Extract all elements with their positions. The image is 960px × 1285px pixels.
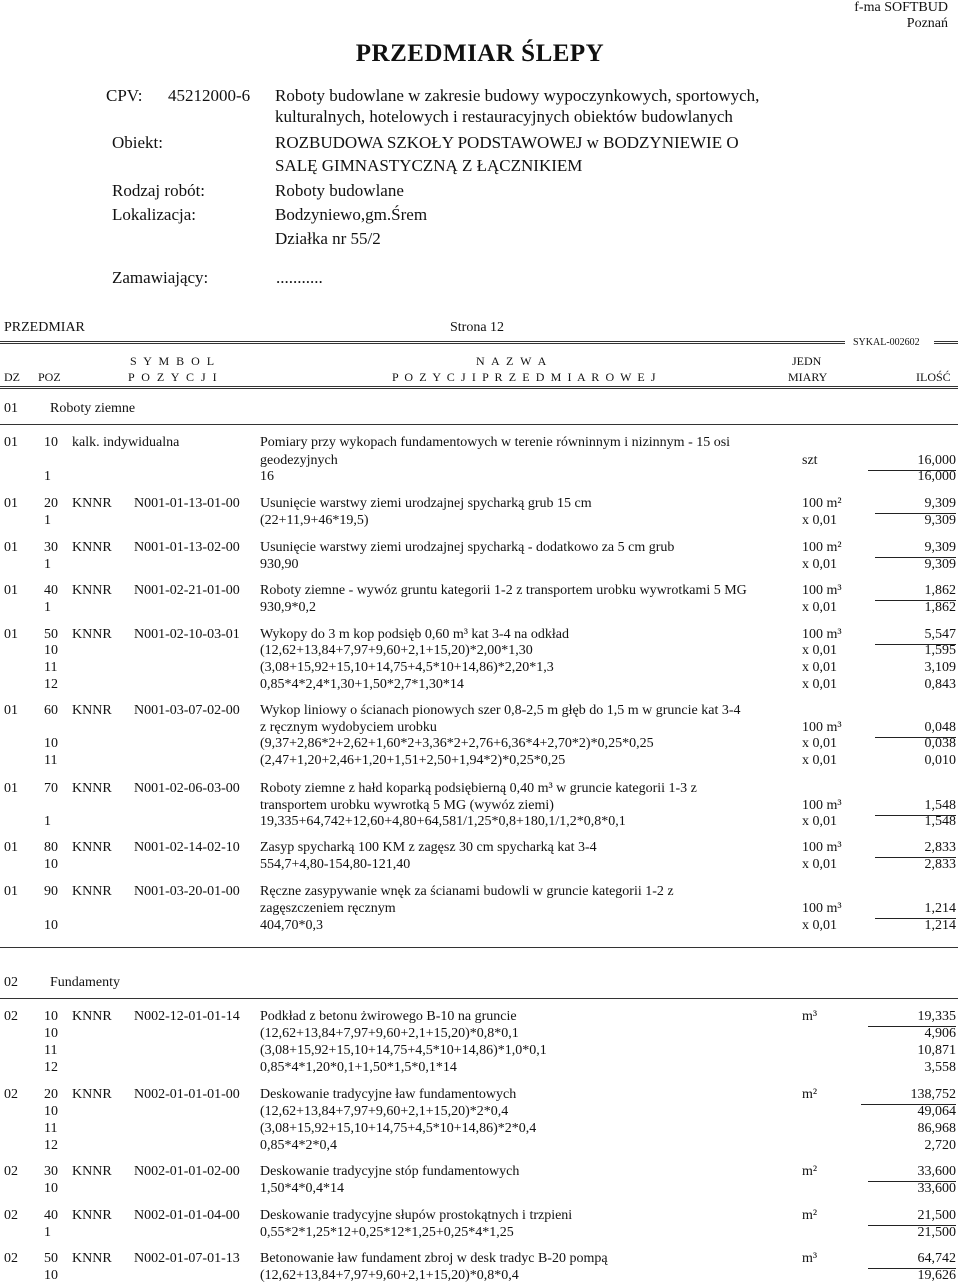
cell-unit: m³: [802, 1009, 818, 1024]
cell-cat: N001-02-21-01-00: [134, 583, 240, 598]
cell-qty: 9,309: [875, 494, 957, 514]
firm-block: [854, 0, 948, 32]
cell-dz: 02: [4, 1208, 18, 1223]
cell-dz: 01: [4, 884, 18, 899]
cell-desc: Roboty ziemne z hałd koparką podsiębierną 0,40 m³ w gruncie kategorii 1-3 z: [260, 781, 697, 796]
cell-poz: 11: [44, 1121, 58, 1136]
cell-dz: 01: [4, 540, 18, 555]
col-dz: DZ: [4, 370, 20, 384]
cell-poz: 90: [44, 884, 58, 899]
cell-desc: transportem urobku wywrotką 5 MG (wywóz ziemi): [260, 798, 554, 813]
cell-qty: 1,862: [924, 600, 956, 615]
cell-unit: x 0,01: [802, 513, 837, 528]
lokalizacja-line-1: Bodzyniewo,gm.Śrem: [275, 205, 428, 224]
obiekt-line-2: SALĘ GIMNASTYCZNĄ Z ŁĄCZNIKIEM: [275, 156, 583, 175]
cell-src: kalk. indywidualna: [72, 435, 180, 450]
section-name: Roboty ziemne: [50, 401, 136, 416]
document-title: PRZEDMIAR ŚLEPY: [355, 40, 605, 67]
cell-unit: x 0,01: [802, 643, 837, 658]
cell-desc: Ręczne zasypywanie wnęk za ścianami budowli w gruncie kategorii 1-2 z: [260, 884, 674, 899]
section-end-rule: [0, 947, 958, 948]
cell-desc: Usunięcie warstwy ziemi urodzajnej spycharką - dodatkowo za 5 cm grub: [260, 540, 675, 555]
table-row: [0, 1266, 960, 1285]
cell-poz: 60: [44, 703, 58, 718]
table-row: [0, 598, 960, 617]
firm-city: Poznań: [906, 16, 948, 31]
cell-desc: z ręcznym wydobyciem urobku: [260, 720, 437, 735]
cell-qty: 2,833: [875, 838, 957, 858]
cell-poz: 30: [44, 1164, 58, 1179]
cell-poz: 10: [44, 736, 58, 751]
cell-unit: 100 m²: [802, 496, 842, 511]
cell-src: KNNR: [72, 1164, 112, 1179]
cell-poz: 40: [44, 583, 58, 598]
cell-poz: 10: [44, 1268, 58, 1283]
col-ilosc: ILOŚĆ: [916, 370, 951, 384]
table-row: [0, 511, 960, 530]
cell-dz: 01: [4, 583, 18, 598]
cell-dz: 01: [4, 781, 18, 796]
col-miary: MIARY: [788, 370, 828, 384]
cell-qty: 5,547: [875, 625, 957, 645]
col-nazwa-2: P O Z Y C J I P R Z E D M I A R O W E J: [392, 370, 658, 384]
cell-qty: 33,600: [868, 1162, 957, 1182]
cell-dz: 02: [4, 1164, 18, 1179]
cell-desc: 930,90: [260, 557, 299, 572]
zamawiajacy-value: ...........: [276, 268, 323, 287]
cell-poz: 1: [44, 600, 51, 615]
cell-cat: N002-01-01-01-00: [134, 1087, 240, 1102]
rodzaj-label: Rodzaj robót:: [112, 181, 206, 200]
cell-poz: 30: [44, 540, 58, 555]
cell-unit: x 0,01: [802, 600, 837, 615]
cell-qty: 3,558: [924, 1060, 956, 1075]
cell-poz: 1: [44, 469, 51, 484]
cell-src: KNNR: [72, 781, 112, 796]
cell-desc: 0,85*4*2,4*1,30+1,50*2,7*1,30*14: [260, 677, 464, 692]
cell-qty: 21,500: [868, 1206, 957, 1226]
cell-dz: 01: [4, 627, 18, 642]
cell-desc: geodezyjnych: [260, 453, 338, 468]
cell-unit: x 0,01: [802, 814, 837, 829]
obiekt-label: Obiekt:: [112, 133, 163, 152]
table-row: [0, 855, 960, 874]
cell-poz: 1: [44, 557, 51, 572]
cell-cat: N002-12-01-01-14: [134, 1009, 240, 1024]
przedmiar-label: PRZEDMIAR: [4, 320, 85, 335]
col-symbol: S Y M B O L: [130, 354, 217, 368]
cell-desc: Deskowanie tradycyjne stóp fundamentowych: [260, 1164, 520, 1179]
cell-src: KNNR: [72, 496, 112, 511]
cell-desc: (12,62+13,84+7,97+9,60+2,1+15,20)*2,00*1,30: [260, 643, 533, 658]
header-rule: [0, 341, 845, 344]
cell-unit: 100 m³: [802, 901, 842, 916]
cell-unit: x 0,01: [802, 557, 837, 572]
rodzaj-value: Roboty budowlane: [275, 181, 404, 200]
cell-unit: x 0,01: [802, 753, 837, 768]
cell-poz: 10: [44, 1181, 58, 1196]
cell-poz: 10: [44, 857, 58, 872]
table-row: [0, 1136, 960, 1155]
col-jedn: JEDN: [792, 354, 822, 368]
cell-unit: 100 m³: [802, 840, 842, 855]
cell-qty: 19,335: [868, 1007, 957, 1027]
cell-dz: 01: [4, 435, 18, 450]
cell-src: KNNR: [72, 1009, 112, 1024]
cell-dz: 01: [4, 703, 18, 718]
cell-poz: 80: [44, 840, 58, 855]
cell-qty: 3,109: [924, 660, 956, 675]
header-rule-end: [934, 341, 958, 344]
cell-qty: 1,214: [924, 918, 956, 933]
cell-unit: x 0,01: [802, 918, 837, 933]
table-row: [0, 916, 960, 935]
cell-src: KNNR: [72, 1087, 112, 1102]
cell-src: KNNR: [72, 884, 112, 899]
cell-qty: 1,548: [875, 796, 957, 816]
section-dz: 02: [4, 975, 18, 990]
cell-desc: (22+11,9+46*19,5): [260, 513, 369, 528]
cell-qty: 1,595: [924, 643, 956, 658]
cell-qty: 9,309: [924, 557, 956, 572]
cell-poz: 11: [44, 753, 58, 768]
cell-poz: 20: [44, 496, 58, 511]
cell-qty: 9,309: [924, 513, 956, 528]
section-name: Fundamenty: [50, 975, 120, 990]
cell-unit: m²: [802, 1087, 818, 1102]
col-poz: POZ: [38, 370, 61, 384]
cell-src: KNNR: [72, 703, 112, 718]
cell-poz: 12: [44, 677, 58, 692]
cell-qty: 1,862: [875, 581, 957, 601]
cell-poz: 11: [44, 660, 58, 675]
cell-poz: 12: [44, 1060, 58, 1075]
cell-src: KNNR: [72, 627, 112, 642]
columns-rule: [0, 386, 958, 389]
cell-unit: x 0,01: [802, 660, 837, 675]
cell-desc: (3,08+15,92+15,10+14,75+4,5*10+14,86)*2*0,4: [260, 1121, 537, 1136]
cell-qty: 1,548: [924, 814, 956, 829]
cell-dz: 02: [4, 1087, 18, 1102]
cell-desc: Wykopy do 3 m kop podsięb 0,60 m³ kat 3-4 na odkład: [260, 627, 569, 642]
section-rule: [0, 424, 958, 425]
cell-desc: Wykop liniowy o ścianach pionowych szer 0,8-2,5 m głęb do 1,5 m w gruncie kat 3-4: [260, 703, 741, 718]
cell-qty: 19,626: [917, 1268, 956, 1283]
cell-poz: 70: [44, 781, 58, 796]
cell-desc: (2,47+1,20+2,46+1,20+1,51+2,50+1,94*2)*0,25*0,25: [260, 753, 566, 768]
table-row: [0, 555, 960, 574]
cell-qty: 16,000: [868, 451, 957, 471]
cell-desc: (3,08+15,92+15,10+14,75+4,5*10+14,86)*1,0*0,1: [260, 1043, 547, 1058]
cell-unit: m²: [802, 1164, 818, 1179]
table-row: [0, 1223, 960, 1242]
cell-desc: Deskowanie tradycyjne ław fundamentowych: [260, 1087, 517, 1102]
cell-qty: 16,000: [917, 469, 956, 484]
cell-poz: 1: [44, 1225, 51, 1240]
cell-src: KNNR: [72, 1251, 112, 1266]
sykal-code: SYKAL-002602: [853, 337, 920, 348]
cell-qty: 9,309: [875, 538, 957, 558]
cell-qty: 2,720: [924, 1138, 956, 1153]
cell-qty: 21,500: [917, 1225, 956, 1240]
cell-qty: 10,871: [917, 1043, 956, 1058]
cell-cat: N001-02-10-03-01: [134, 627, 240, 642]
section-rule: [0, 998, 958, 999]
cell-cat: N001-01-13-01-00: [134, 496, 240, 511]
cell-desc: (12,62+13,84+7,97+9,60+2,1+15,20)*2*0,4: [260, 1104, 509, 1119]
cell-src: KNNR: [72, 540, 112, 555]
cell-desc: Pomiary przy wykopach fundamentowych w terenie równinnym i nizinnym - 15 osi: [260, 435, 731, 450]
cell-unit: 100 m³: [802, 627, 842, 642]
cell-desc: Usunięcie warstwy ziemi urodzajnej spycharką grub 15 cm: [260, 496, 592, 511]
cell-qty: 138,752: [861, 1085, 957, 1105]
cell-desc: 0,85*4*1,20*0,1+1,50*1,5*0,1*14: [260, 1060, 457, 1075]
cell-unit: 100 m³: [802, 798, 842, 813]
cell-cat: N002-01-07-01-13: [134, 1251, 240, 1266]
table-row: [0, 1179, 960, 1198]
cell-qty: 33,600: [917, 1181, 956, 1196]
table-row: [0, 1058, 960, 1077]
cell-unit: x 0,01: [802, 857, 837, 872]
cell-qty: 0,843: [924, 677, 956, 692]
cell-desc: 16: [260, 469, 274, 484]
cell-unit: m²: [802, 1208, 818, 1223]
cell-desc: Zasyp spycharką 100 KM z zagęsz 30 cm spycharką kat 3-4: [260, 840, 597, 855]
cell-desc: 404,70*0,3: [260, 918, 323, 933]
cell-cat: N001-01-13-02-00: [134, 540, 240, 555]
cell-unit: 100 m³: [802, 583, 842, 598]
cell-unit: m³: [802, 1251, 818, 1266]
cell-unit: x 0,01: [802, 677, 837, 692]
cell-poz: 11: [44, 1043, 58, 1058]
cell-desc: Betonowanie ław fundament zbroj w desk tradyc B-20 pompą: [260, 1251, 608, 1266]
lokalizacja-label: Lokalizacja:: [112, 205, 197, 224]
col-pozycji: P O Z Y C J I: [128, 370, 219, 384]
cell-desc: 554,7+4,80-154,80-121,40: [260, 857, 411, 872]
cell-qty: 64,742: [868, 1249, 957, 1269]
cell-desc: (9,37+2,86*2+2,62+1,60*2+3,36*2+2,76+6,36*4+2,70*2)*0,25*0,25: [260, 736, 654, 751]
cell-desc: (12,62+13,84+7,97+9,60+2,1+15,20)*0,8*0,1: [260, 1026, 519, 1041]
cell-desc: Deskowanie tradycyjne słupów prostokątnych i trzpieni: [260, 1208, 573, 1223]
cell-unit: 100 m²: [802, 540, 842, 555]
cell-desc: 0,55*2*1,25*12+0,25*12*1,25+0,25*4*1,25: [260, 1225, 514, 1240]
cpv-code: 45212000-6: [168, 86, 251, 105]
cell-poz: 50: [44, 1251, 58, 1266]
cell-dz: 01: [4, 840, 18, 855]
cell-poz: 10: [44, 1026, 58, 1041]
cell-dz: 01: [4, 496, 18, 511]
table-row: [0, 433, 960, 452]
cell-qty: 86,968: [917, 1121, 956, 1136]
cell-unit: szt: [802, 453, 818, 468]
cell-unit: x 0,01: [802, 736, 837, 751]
cell-qty: 4,906: [924, 1026, 956, 1041]
cell-qty: 1,214: [875, 899, 957, 919]
cell-cat: N001-03-07-02-00: [134, 703, 240, 718]
col-nazwa: N A Z W A: [476, 354, 549, 368]
cell-src: KNNR: [72, 583, 112, 598]
cell-poz: 50: [44, 627, 58, 642]
section-dz: 01: [4, 401, 18, 416]
zamawiajacy-label: Zamawiający:: [112, 268, 209, 287]
cpv-desc-1: Roboty budowlane w zakresie budowy wypoczynkowych, sportowych,: [275, 86, 760, 105]
cell-desc: (12,62+13,84+7,97+9,60+2,1+15,20)*0,8*0,4: [260, 1268, 519, 1283]
firm-name: f-ma SOFTBUD: [854, 0, 948, 15]
table-row: [0, 812, 960, 831]
cell-cat: N002-01-01-02-00: [134, 1164, 240, 1179]
cell-poz: 10: [44, 1104, 58, 1119]
cell-poz: 10: [44, 435, 58, 450]
table-row: [0, 751, 960, 770]
cell-desc: Roboty ziemne - wywóz gruntu kategorii 1-2 z transportem urobku wywrotkami 5 MG: [260, 583, 747, 598]
cpv-label: CPV:: [106, 86, 143, 105]
table-row: [0, 675, 960, 694]
cell-poz: 40: [44, 1208, 58, 1223]
cell-qty: 0,048: [875, 718, 957, 738]
page-number: Strona 12: [450, 320, 505, 335]
cell-desc: (3,08+15,92+15,10+14,75+4,5*10+14,86)*2,20*1,3: [260, 660, 554, 675]
cpv-desc-2: kulturalnych, hotelowych i restauracyjnych obiektów budowlanych: [275, 107, 733, 126]
cell-qty: 49,064: [917, 1104, 956, 1119]
cell-poz: 10: [44, 1009, 58, 1024]
cell-qty: 0,038: [924, 736, 956, 751]
cell-dz: 02: [4, 1009, 18, 1024]
cell-poz: 12: [44, 1138, 58, 1153]
lokalizacja-line-2: Działka nr 55/2: [275, 229, 381, 248]
cell-poz: 10: [44, 918, 58, 933]
cell-dz: 02: [4, 1251, 18, 1266]
cell-desc: Podkład z betonu żwirowego B-10 na gruncie: [260, 1009, 517, 1024]
cell-cat: N001-02-06-03-00: [134, 781, 240, 796]
cell-src: KNNR: [72, 1208, 112, 1223]
cell-desc: 1,50*4*0,4*14: [260, 1181, 344, 1196]
cell-qty: 0,010: [924, 753, 956, 768]
cell-poz: 20: [44, 1087, 58, 1102]
cell-qty: 2,833: [924, 857, 956, 872]
obiekt-line-1: ROZBUDOWA SZKOŁY PODSTAWOWEJ w BODZYNIEWIE O: [275, 133, 739, 152]
cell-cat: N001-03-20-01-00: [134, 884, 240, 899]
cell-cat: N002-01-01-04-00: [134, 1208, 240, 1223]
table-row: [0, 467, 960, 486]
cell-poz: 1: [44, 513, 51, 528]
cell-poz: 1: [44, 814, 51, 829]
cell-desc: 19,335+64,742+12,60+4,80+64,581/1,25*0,8+180,1/1,2*0,8*0,1: [260, 814, 626, 829]
cell-desc: zagęszczeniem ręcznym: [260, 901, 396, 916]
cell-poz: 10: [44, 643, 58, 658]
cell-desc: 0,85*4*2*0,4: [260, 1138, 337, 1153]
cell-desc: 930,9*0,2: [260, 600, 316, 615]
cell-unit: 100 m³: [802, 720, 842, 735]
cell-src: KNNR: [72, 840, 112, 855]
cell-cat: N001-02-14-02-10: [134, 840, 240, 855]
